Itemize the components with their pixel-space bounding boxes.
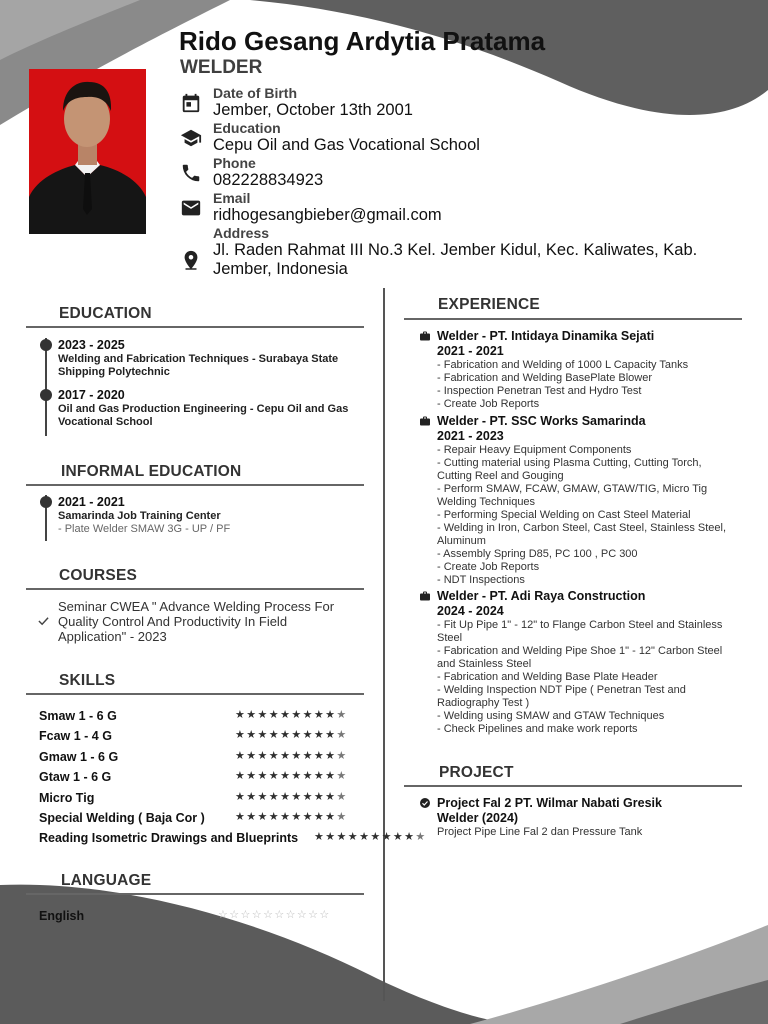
courses-title: COURSES [59, 567, 138, 584]
project-item [419, 796, 739, 839]
informal-education-list [40, 495, 365, 541]
star-icon: ★ [280, 770, 292, 783]
star-icon: ★ [280, 811, 292, 823]
language-title: LANGUAGE [61, 872, 152, 889]
check-icon [38, 616, 49, 626]
check-circle-icon [419, 797, 431, 809]
star-icon: ★ [313, 770, 326, 783]
job-task: - Repair Heavy Equipment Components [437, 444, 632, 456]
column-divider [383, 288, 385, 1001]
star-icon: ★ [336, 831, 348, 844]
project-role: Welder (2024) [437, 811, 519, 825]
star-icon: ☆ [296, 909, 309, 921]
language-divider [26, 893, 364, 895]
calendar-icon [180, 92, 202, 114]
star-icon: ★ [291, 729, 303, 742]
contact-info [180, 85, 740, 279]
experience-title: EXPERIENCE [438, 296, 540, 313]
star-icon: ★ [325, 709, 337, 721]
star-icon: ★ [235, 770, 247, 783]
star-icon: ★ [257, 790, 269, 803]
contact-birth [180, 85, 740, 120]
course-item [38, 599, 358, 644]
candidate-role: WELDER [180, 57, 263, 78]
star-icon: ☆ [240, 909, 252, 921]
job-task: - Welding Inspection NDT Pipe ( Penetran Test and Radiography Test ) [437, 684, 686, 709]
briefcase-icon [419, 415, 431, 427]
job-title-text: Welder - PT. SSC Works Samarinda [437, 414, 646, 428]
job-period: 2021 - 2021 [437, 344, 504, 358]
job-task: - Fabrication and Welding of 1000 L Capacity Tanks [437, 359, 689, 371]
star-icon: ★ [257, 709, 269, 721]
star-icon: ★ [336, 749, 348, 762]
project-divider [404, 785, 742, 787]
contact-education [180, 120, 740, 155]
star-icon: ★ [268, 770, 281, 783]
job-task: - Welding using SMAW and GTAW Techniques [437, 710, 665, 722]
contact-value: 082228834923 [213, 171, 324, 189]
job-task: - Performing Special Welding on Cast Steel Material [437, 509, 691, 521]
skills-title: SKILLS [59, 672, 116, 689]
job-task: - Create Job Reports [437, 398, 540, 410]
contact-phone [180, 155, 740, 190]
star-icon: ★ [314, 831, 326, 844]
star-icon: ★ [246, 790, 258, 803]
star-icon: ★ [246, 770, 258, 783]
contact-label: Address [213, 225, 270, 241]
star-icon: ★ [280, 749, 292, 762]
job-tasks [419, 619, 739, 736]
job-title-text: Welder - PT. Adi Raya Construction [437, 589, 646, 603]
skill-name: Micro Tig [39, 790, 95, 805]
job-title [419, 589, 739, 604]
job-task: - Fabrication and Welding Pipe Shoe 1" - 12" Carbon Steel and Stainless Steel [437, 645, 723, 670]
star-icon: ★ [235, 749, 247, 762]
star-icon: ★ [257, 749, 269, 762]
star-icon: ★ [325, 729, 337, 742]
star-icon: ★ [381, 831, 393, 844]
star-icon: ★ [336, 770, 348, 783]
star-icon: ★ [246, 749, 258, 762]
skill-row [39, 768, 364, 788]
star-icon: ★ [325, 749, 337, 762]
contact-label: Date of Birth [213, 85, 297, 101]
project-title: PROJECT [439, 764, 514, 781]
star-icon: ★ [235, 790, 247, 803]
contact-label: Phone [213, 155, 256, 171]
skill-row [39, 707, 364, 727]
contact-label: Email [213, 190, 251, 206]
job-task: - NDT Inspections [437, 574, 525, 586]
language-rating [218, 908, 331, 921]
star-icon: ★ [359, 831, 371, 844]
courses-divider [26, 588, 364, 590]
project-name-text: Project Fal 2 PT. Wilmar Nabati Gresik [437, 796, 662, 810]
star-icon: ☆ [319, 909, 331, 921]
informal-education-title: INFORMAL EDUCATION [61, 463, 242, 480]
skill-row [39, 829, 427, 849]
job-task: - Welding in Iron, Carbon Steel, Cast Steel, Stainless Steel, Aluminum [437, 522, 726, 547]
education-years: 2023 - 2025 [58, 338, 125, 352]
job-tasks [419, 444, 739, 587]
timeline-dot [40, 339, 52, 351]
informal-education-years: 2021 - 2021 [58, 495, 125, 509]
job-task: - Fabrication and Welding BasePlate Blower [437, 372, 653, 384]
star-icon: ☆ [251, 909, 264, 921]
star-icon: ☆ [308, 909, 320, 921]
informal-education-divider [26, 484, 364, 486]
star-icon: ★ [302, 811, 314, 823]
star-icon: ★ [325, 790, 337, 803]
star-icon: ★ [336, 811, 348, 823]
contact-email [180, 190, 740, 225]
star-icon: ★ [291, 749, 303, 762]
star-icon: ★ [302, 749, 314, 762]
star-icon: ★ [336, 729, 348, 742]
star-icon: ★ [313, 749, 326, 762]
contact-value: Jl. Raden Rahmat III No.3 Kel. Jember Kidul, Kec. Kaliwates, Kab. Jember, Indonesia [213, 241, 698, 278]
star-icon: ★ [291, 709, 303, 721]
skill-row [39, 727, 364, 747]
informal-education-item [40, 495, 365, 541]
job-task: - Perform SMAW, FCAW, GMAW, GTAW/TIG, Micro Tig Welding Techniques [437, 483, 708, 508]
job-task: - Inspection Penetran Test and Hydro Test [437, 385, 642, 397]
star-icon: ★ [268, 709, 281, 721]
education-title: EDUCATION [59, 305, 152, 322]
skill-rating [235, 810, 348, 823]
star-icon: ★ [302, 770, 314, 783]
star-icon: ★ [313, 811, 326, 823]
skill-name: Smaw 1 - 6 G [39, 709, 117, 723]
star-icon: ★ [302, 709, 314, 721]
job-title [419, 329, 739, 344]
skill-rating [235, 790, 348, 803]
job-tasks [419, 359, 739, 411]
star-icon: ★ [302, 729, 314, 742]
skill-rating [235, 728, 348, 741]
star-icon: ☆ [285, 909, 297, 921]
job-task: - Create Job Reports [437, 561, 540, 573]
star-icon: ☆ [229, 909, 241, 921]
education-item [40, 338, 365, 388]
skill-name: Gmaw 1 - 6 G [39, 749, 119, 764]
skill-rating [235, 769, 348, 782]
star-icon: ★ [291, 811, 303, 823]
phone-icon [180, 162, 202, 184]
star-icon: ★ [302, 790, 314, 803]
star-icon: ★ [370, 831, 382, 844]
job-title [419, 414, 739, 429]
star-icon: ★ [257, 729, 269, 742]
skill-row [39, 748, 364, 768]
informal-education-desc: - Plate Welder SMAW 3G - UP / PF [58, 523, 231, 535]
job-task: - Fit Up Pipe 1" - 12" to Flange Carbon Steel and Stainless Steel [437, 619, 723, 644]
job-task: - Check Pipelines and make work reports [437, 723, 638, 735]
job-period: 2021 - 2023 [437, 429, 504, 443]
star-icon: ★ [336, 709, 348, 721]
job-task: - Fabrication and Welding Base Plate Header [437, 671, 658, 683]
star-icon: ★ [235, 811, 247, 823]
experience-divider [404, 318, 742, 320]
star-icon: ★ [313, 729, 326, 742]
job-task: - Assembly Spring D85, PC 100 , PC 300 [437, 548, 638, 560]
skill-name: Reading Isometric Drawings and Blueprints [39, 831, 299, 846]
star-icon: ★ [313, 709, 326, 721]
star-icon: ★ [268, 749, 281, 762]
education-divider [26, 326, 364, 328]
project-desc: Project Pipe Line Fal 2 dan Pressure Tank [437, 826, 643, 838]
project-name [419, 796, 739, 811]
skill-rating [314, 830, 427, 843]
job-task: - Cutting material using Plasma Cutting, Cutting Torch, Cutting Reel and Gouging [437, 457, 702, 482]
location-pin-icon [180, 249, 202, 271]
star-icon: ★ [235, 709, 247, 721]
skill-row [39, 809, 364, 829]
informal-education-place: Samarinda Job Training Center [58, 510, 221, 522]
star-icon: ★ [280, 709, 292, 721]
skill-name: Special Welding ( Baja Cor ) [39, 811, 205, 825]
education-place: Welding and Fabrication Techniques - Surabaya State Shipping Polytechnic [58, 353, 339, 378]
star-icon: ★ [347, 831, 360, 844]
briefcase-icon [419, 590, 431, 602]
education-list [40, 338, 365, 436]
star-icon: ★ [246, 709, 258, 721]
star-icon: ☆ [218, 909, 230, 921]
job-item [419, 414, 739, 587]
contact-value: Cepu Oil and Gas Vocational School [213, 136, 480, 154]
star-icon: ★ [246, 811, 258, 823]
skill-rating [235, 749, 348, 762]
contact-label: Education [213, 120, 281, 136]
star-icon: ★ [291, 770, 303, 783]
contact-value: ridhogesangbieber@gmail.com [213, 206, 442, 224]
star-icon: ☆ [274, 909, 286, 921]
contact-address [180, 225, 740, 279]
star-icon: ★ [291, 790, 303, 803]
star-icon: ★ [313, 790, 326, 803]
star-icon: ★ [280, 790, 292, 803]
star-icon: ★ [268, 811, 281, 823]
education-place: Oil and Gas Production Engineering - Cepu Oil and Gas Vocational School [58, 403, 349, 428]
job-item [419, 589, 739, 736]
language-row [39, 907, 364, 927]
star-icon: ★ [235, 729, 247, 742]
bottom-wave-dark [0, 885, 520, 1024]
skills-divider [26, 693, 364, 695]
candidate-name: Rido Gesang Ardytia Pratama [179, 26, 546, 56]
star-icon: ★ [415, 831, 427, 844]
star-icon: ★ [325, 811, 337, 823]
star-icon: ★ [268, 790, 281, 803]
job-period: 2024 - 2024 [437, 604, 504, 618]
timeline-dot [40, 389, 52, 401]
star-icon: ★ [280, 729, 292, 742]
timeline-dot [40, 496, 52, 508]
education-years: 2017 - 2020 [58, 388, 125, 402]
contact-value: Jember, October 13th 2001 [213, 101, 413, 119]
star-icon: ☆ [263, 909, 275, 921]
star-icon: ★ [268, 729, 281, 742]
star-icon: ★ [392, 831, 405, 844]
profile-photo [29, 69, 146, 234]
briefcase-icon [419, 330, 431, 342]
language-name: English [39, 909, 85, 923]
star-icon: ★ [246, 729, 258, 742]
star-icon: ★ [404, 831, 416, 844]
course-text: Seminar CWEA " Advance Welding Process For Quality Control And Productivity In Field Application" - 2023 [58, 599, 335, 644]
star-icon: ★ [325, 831, 337, 844]
education-item [40, 388, 365, 436]
email-icon [180, 197, 202, 219]
star-icon: ★ [336, 790, 348, 803]
job-title-text: Welder - PT. Intidaya Dinamika Sejati [437, 329, 655, 343]
skill-rating [235, 708, 348, 721]
star-icon: ★ [257, 811, 269, 823]
skill-row [39, 789, 364, 809]
skill-name: Gtaw 1 - 6 G [39, 770, 112, 785]
graduation-cap-icon [180, 127, 202, 149]
skill-name: Fcaw 1 - 4 G [39, 729, 112, 744]
star-icon: ★ [257, 770, 269, 783]
job-item [419, 329, 739, 411]
star-icon: ★ [325, 770, 337, 783]
